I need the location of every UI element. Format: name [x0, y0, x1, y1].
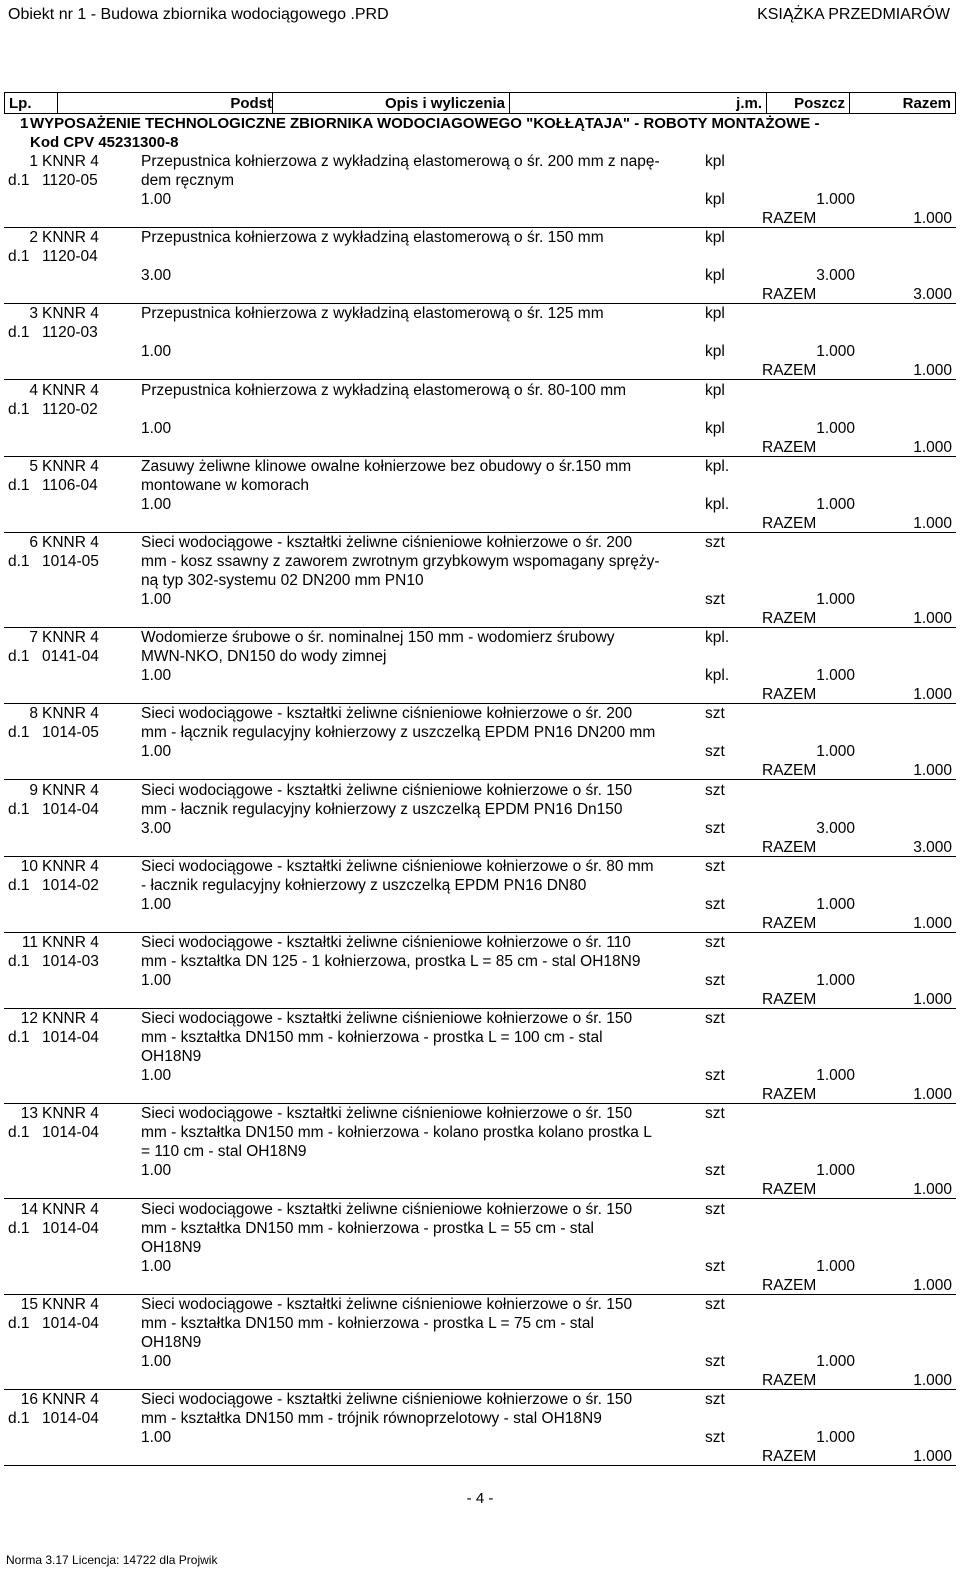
quantity-expression: 3.00 — [141, 267, 172, 285]
position-3 — [0, 304, 960, 381]
catalog-sub: d.1 — [8, 1029, 30, 1047]
quantity-value: 3.000 — [816, 819, 855, 837]
description-line: Przepustnica kołnierzowa z wykładziną elastomerową o śr. 80-100 mm — [141, 381, 627, 399]
quantity-unit: kpl — [705, 191, 725, 208]
section-title: WYPOSAŻENIE TECHNOLOGICZNE ZBIORNIKA WODOCIAGOWEGO "KOŁŁĄTAJA" - ROBOTY MONTAŻOWE - — [30, 115, 820, 132]
catalog-sub: d.1 — [8, 800, 30, 818]
catalog-name: KNNR 4 — [42, 1391, 99, 1408]
unit-of-measure: szt — [705, 781, 725, 799]
quantity-expression: 3.00 — [141, 819, 172, 837]
unit-of-measure: szt — [705, 534, 725, 551]
quantity-expression: 1.00 — [141, 972, 172, 989]
quantity-value: 1.000 — [816, 343, 855, 361]
column-header-row — [4, 92, 956, 114]
catalog-name: KNNR 4 — [42, 534, 99, 551]
catalog-name: KNNR 4 — [42, 857, 99, 875]
catalog-code: 1014-04 — [42, 800, 99, 818]
unit-of-measure: kpl — [705, 305, 725, 323]
position-16 — [0, 1390, 960, 1467]
section-heading — [4, 114, 956, 152]
catalog-name: KNNR 4 — [42, 229, 99, 247]
description-line: Sieci wodociągowe - kształtki żeliwne ciśnieniowe kołnierzowe o śr. 200 — [141, 705, 633, 723]
unit-of-measure: kpl — [705, 381, 725, 399]
row-separator — [4, 1465, 956, 1466]
catalog-code: 1014-05 — [42, 724, 99, 742]
quantity-expression: 1.00 — [141, 495, 172, 513]
position-1 — [0, 152, 960, 229]
catalog-code: 1106-04 — [42, 476, 98, 494]
position-number: 3 — [29, 305, 38, 323]
quantity-unit: kpl — [705, 419, 725, 437]
quantity-unit: szt — [705, 819, 725, 837]
razem-label: RAZEM — [762, 438, 817, 456]
description-line: Wodomierze śrubowe o śr. nominalnej 150 mm - wodomierz śrubowy — [141, 629, 615, 647]
quantity-value: 1.000 — [816, 591, 855, 608]
catalog-code: 1120-02 — [42, 400, 98, 418]
description-line: Sieci wodociągowe - kształtki żeliwne ciśnieniowe kołnierzowe o śr. 150 — [141, 1105, 633, 1123]
position-number: 9 — [29, 781, 38, 799]
catalog-code: 1120-03 — [42, 324, 98, 342]
description-line: Sieci wodociągowe - kształtki żeliwne ciśnieniowe kołnierzowe o śr. 150 — [141, 781, 633, 799]
quantity-expression: 1.00 — [141, 591, 172, 608]
description-line: mm - kształtka DN150 mm - kołnierzowa - prostka L = 55 cm - stal — [141, 1219, 594, 1237]
catalog-name: KNNR 4 — [42, 934, 99, 951]
description-line: Sieci wodociągowe - kształtki żeliwne ciśnieniowe kołnierzowe o śr. 150 — [141, 1010, 633, 1028]
quantity-unit: szt — [705, 972, 725, 989]
razem-label: RAZEM — [762, 1181, 817, 1199]
catalog-sub: d.1 — [8, 553, 30, 570]
catalog-sub: d.1 — [8, 172, 30, 189]
unit-of-measure: szt — [705, 857, 725, 875]
col-lp: Lp. — [5, 93, 58, 114]
catalog-sub: d.1 — [8, 248, 30, 266]
quantity-value: 1.000 — [816, 495, 855, 513]
description-line: mm - kształtka DN150 mm - trójnik równoprzelotowy - stal OH18N9 — [141, 1410, 602, 1427]
catalog-name: KNNR 4 — [42, 1200, 99, 1218]
razem-total: 1.000 — [913, 210, 952, 227]
quantity-value: 1.000 — [816, 1429, 855, 1446]
col-podst: Podst — [58, 93, 273, 114]
quantity-value: 1.000 — [816, 191, 855, 208]
description-line: mm - kształtka DN150 mm - kołnierzowa - prostka L = 75 cm - stal — [141, 1314, 594, 1332]
position-5 — [0, 457, 960, 534]
description-line: Sieci wodociągowe - kształtki żeliwne ciśnieniowe kołnierzowe o śr. 150 — [141, 1295, 633, 1313]
description-line: mm - kształtka DN150 mm - kołnierzowa - prostka L = 100 cm - stal — [141, 1029, 603, 1047]
quantity-value: 1.000 — [816, 743, 855, 761]
position-10 — [0, 857, 960, 934]
description-line: Przepustnica kołnierzowa z wykładziną elastomerową o śr. 200 mm z napę- — [141, 153, 660, 170]
quantity-unit: kpl. — [705, 495, 730, 513]
razem-total: 1.000 — [913, 1276, 952, 1294]
position-number: 14 — [20, 1200, 38, 1218]
unit-of-measure: szt — [705, 1010, 725, 1028]
description-line: mm - łącznik regulacyjny kołnierzowy z uszczelką EPDM PN16 DN200 mm — [141, 724, 656, 742]
description-line: Sieci wodociągowe - kształtki żeliwne ciśnieniowe kołnierzowe o śr. 150 — [141, 1200, 633, 1218]
unit-of-measure: szt — [705, 1391, 725, 1408]
section-number: 1 — [20, 115, 29, 132]
unit-of-measure: szt — [705, 1200, 725, 1218]
quantity-value: 1.000 — [816, 1067, 855, 1085]
header-object-title: Obiekt nr 1 - Budowa zbiornika wodociągowego .PRD — [8, 6, 389, 23]
quantity-expression: 1.00 — [141, 743, 172, 761]
position-2 — [0, 228, 960, 305]
quantity-expression: 1.00 — [141, 667, 172, 685]
razem-label: RAZEM — [762, 1448, 817, 1465]
catalog-name: KNNR 4 — [42, 781, 99, 799]
catalog-name: KNNR 4 — [42, 457, 99, 475]
razem-total: 1.000 — [913, 438, 952, 456]
header-book-title: KSIĄŻKA PRZEDMIARÓW — [757, 6, 950, 23]
description-line: mm - kosz ssawny z zaworem zwrotnym grzybkowym wspomagany spręży- — [141, 553, 660, 570]
razem-label: RAZEM — [762, 286, 817, 304]
footer-license: Norma 3.17 Licencja: 14722 dla Projwik — [6, 1553, 218, 1567]
quantity-unit: szt — [705, 591, 725, 608]
catalog-sub: d.1 — [8, 724, 30, 742]
catalog-sub: d.1 — [8, 400, 30, 418]
catalog-code: 1120-05 — [42, 172, 98, 189]
catalog-code: 1014-04 — [42, 1124, 99, 1142]
position-number: 8 — [29, 705, 38, 723]
razem-total: 1.000 — [913, 991, 952, 1008]
catalog-name: KNNR 4 — [42, 705, 99, 723]
description-line: dem ręcznym — [141, 172, 235, 189]
razem-label: RAZEM — [762, 610, 817, 627]
position-13 — [0, 1104, 960, 1200]
position-number: 15 — [20, 1295, 38, 1313]
unit-of-measure: szt — [705, 934, 725, 951]
position-6 — [0, 533, 960, 629]
razem-label: RAZEM — [762, 838, 817, 856]
quantity-value: 1.000 — [816, 667, 855, 685]
quantity-value: 1.000 — [816, 419, 855, 437]
quantity-expression: 1.00 — [141, 895, 172, 913]
quantity-unit: szt — [705, 1257, 725, 1275]
quantity-expression: 1.00 — [141, 1067, 172, 1085]
razem-total: 1.000 — [913, 914, 952, 932]
position-number: 6 — [29, 534, 38, 551]
quantity-value: 1.000 — [816, 972, 855, 989]
unit-of-measure: kpl. — [705, 457, 730, 475]
razem-label: RAZEM — [762, 991, 817, 1008]
razem-label: RAZEM — [762, 1276, 817, 1294]
position-7 — [0, 628, 960, 705]
razem-label: RAZEM — [762, 210, 817, 227]
position-15 — [0, 1295, 960, 1391]
catalog-code: 0141-04 — [42, 648, 99, 666]
position-4 — [0, 381, 960, 458]
catalog-sub: d.1 — [8, 476, 30, 494]
position-11 — [0, 933, 960, 1010]
catalog-code: 1014-04 — [42, 1029, 99, 1047]
position-12 — [0, 1009, 960, 1105]
description-line: Przepustnica kołnierzowa z wykładziną elastomerową o śr. 150 mm — [141, 229, 604, 247]
description-line: mm - kształtka DN150 mm - kołnierzowa - kolano prostka kolano prostka L — [141, 1124, 652, 1142]
razem-total: 1.000 — [913, 362, 952, 380]
catalog-code: 1014-04 — [42, 1219, 99, 1237]
quantity-expression: 1.00 — [141, 343, 172, 361]
razem-label: RAZEM — [762, 914, 817, 932]
unit-of-measure: szt — [705, 705, 725, 723]
position-number: 2 — [29, 229, 38, 247]
description-line: Sieci wodociągowe - kształtki żeliwne ciśnieniowe kołnierzowe o śr. 110 — [141, 934, 631, 951]
unit-of-measure: szt — [705, 1295, 725, 1313]
position-14 — [0, 1200, 960, 1296]
quantity-unit: szt — [705, 1352, 725, 1370]
catalog-sub: d.1 — [8, 648, 30, 666]
catalog-name: KNNR 4 — [42, 153, 99, 170]
quantity-value: 1.000 — [816, 1162, 855, 1180]
description-line: montowane w komorach — [141, 476, 309, 494]
catalog-sub: d.1 — [8, 1219, 30, 1237]
quantity-expression: 1.00 — [141, 1257, 172, 1275]
description-line: Sieci wodociągowe - kształtki żeliwne ciśnieniowe kołnierzowe o śr. 80 mm — [141, 857, 654, 875]
position-number: 11 — [21, 934, 38, 951]
description-line: mm - łacznik regulacyjny kołnierzowy z uszczelką EPDM PN16 Dn150 — [141, 800, 623, 818]
description-line: mm - kształtka DN 125 - 1 kołnierzowa, prostka L = 85 cm - stal OH18N9 — [141, 953, 641, 970]
razem-total: 1.000 — [913, 686, 952, 704]
catalog-name: KNNR 4 — [42, 305, 99, 323]
col-poszcz: Poszcz — [767, 93, 850, 114]
razem-total: 1.000 — [913, 1086, 952, 1104]
page-number: - 4 - — [466, 1490, 494, 1507]
description-line: MWN-NKO, DN150 do wody zimnej — [141, 648, 387, 666]
position-number: 4 — [29, 381, 38, 399]
unit-of-measure: kpl. — [705, 629, 730, 647]
quantity-value: 1.000 — [816, 895, 855, 913]
razem-label: RAZEM — [762, 762, 817, 780]
catalog-name: KNNR 4 — [42, 1010, 99, 1028]
description-line: ną typ 302-systemu 02 DN200 mm PN10 — [141, 572, 424, 589]
catalog-code: 1120-04 — [42, 248, 98, 266]
razem-total: 1.000 — [913, 1181, 952, 1199]
razem-label: RAZEM — [762, 1086, 817, 1104]
quantity-unit: szt — [705, 895, 725, 913]
col-jm: j.m. — [510, 93, 767, 114]
catalog-name: KNNR 4 — [42, 1105, 99, 1123]
col-razem: Razem — [850, 93, 956, 114]
catalog-sub: d.1 — [8, 1124, 30, 1142]
quantity-value: 1.000 — [816, 1352, 855, 1370]
quantity-unit: szt — [705, 1162, 725, 1180]
description-line: Zasuwy żeliwne klinowe owalne kołnierzowe bez obudowy o śr.150 mm — [141, 457, 632, 475]
position-number: 16 — [20, 1391, 38, 1408]
catalog-code: 1014-03 — [42, 953, 99, 970]
quantity-expression: 1.00 — [141, 1429, 172, 1446]
catalog-sub: d.1 — [8, 876, 30, 894]
position-number: 13 — [20, 1105, 38, 1123]
catalog-code: 1014-04 — [42, 1410, 99, 1427]
razem-label: RAZEM — [762, 686, 817, 704]
col-opis: Opis i wyliczenia — [273, 93, 510, 114]
position-number: 12 — [20, 1010, 38, 1028]
catalog-code: 1014-05 — [42, 553, 99, 570]
position-number: 7 — [29, 629, 38, 647]
quantity-unit: kpl — [705, 267, 725, 285]
quantity-unit: szt — [705, 743, 725, 761]
unit-of-measure: szt — [705, 1105, 725, 1123]
description-line: OH18N9 — [141, 1048, 202, 1066]
razem-total: 3.000 — [913, 838, 952, 856]
description-line: Sieci wodociągowe - kształtki żeliwne ciśnieniowe kołnierzowe o śr. 150 — [141, 1391, 633, 1408]
section-cpv-code: Kod CPV 45231300-8 — [30, 134, 179, 151]
position-9 — [0, 781, 960, 858]
description-line: OH18N9 — [141, 1238, 202, 1256]
description-line: OH18N9 — [141, 1333, 202, 1351]
catalog-sub: d.1 — [8, 953, 30, 970]
unit-of-measure: kpl — [705, 153, 725, 170]
catalog-sub: d.1 — [8, 1314, 30, 1332]
razem-total: 1.000 — [913, 610, 952, 627]
quantity-expression: 1.00 — [141, 191, 172, 208]
razem-label: RAZEM — [762, 514, 817, 532]
position-number: 5 — [29, 457, 38, 475]
catalog-code: 1014-04 — [42, 1314, 99, 1332]
position-8 — [0, 704, 960, 781]
razem-total: 1.000 — [913, 762, 952, 780]
unit-of-measure: kpl — [705, 229, 725, 247]
catalog-code: 1014-02 — [42, 876, 99, 894]
razem-total: 1.000 — [913, 1448, 952, 1465]
quantity-value: 1.000 — [816, 1257, 855, 1275]
catalog-sub: d.1 — [8, 1410, 30, 1427]
quantity-unit: kpl. — [705, 667, 730, 685]
razem-label: RAZEM — [762, 362, 817, 380]
razem-total: 1.000 — [913, 514, 952, 532]
position-number: 1 — [29, 153, 38, 170]
description-line: Przepustnica kołnierzowa z wykładziną elastomerową o śr. 125 mm — [141, 305, 604, 323]
quantity-unit: kpl — [705, 343, 725, 361]
quantity-expression: 1.00 — [141, 1162, 172, 1180]
catalog-sub: d.1 — [8, 324, 30, 342]
description-line: Sieci wodociągowe - kształtki żeliwne ciśnieniowe kołnierzowe o śr. 200 — [141, 534, 633, 551]
quantity-unit: szt — [705, 1429, 725, 1446]
quantity-unit: szt — [705, 1067, 725, 1085]
razem-total: 3.000 — [913, 286, 952, 304]
catalog-name: KNNR 4 — [42, 381, 99, 399]
description-line: = 110 cm - stal OH18N9 — [141, 1143, 307, 1161]
catalog-name: KNNR 4 — [42, 629, 99, 647]
catalog-name: KNNR 4 — [42, 1295, 99, 1313]
quantity-expression: 1.00 — [141, 1352, 172, 1370]
razem-label: RAZEM — [762, 1371, 817, 1389]
razem-total: 1.000 — [913, 1371, 952, 1389]
quantity-expression: 1.00 — [141, 419, 172, 437]
description-line: - łacznik regulacyjny kołnierzowy z uszczelką EPDM PN16 DN80 — [141, 876, 587, 894]
position-number: 10 — [20, 857, 38, 875]
quantity-value: 3.000 — [816, 267, 855, 285]
